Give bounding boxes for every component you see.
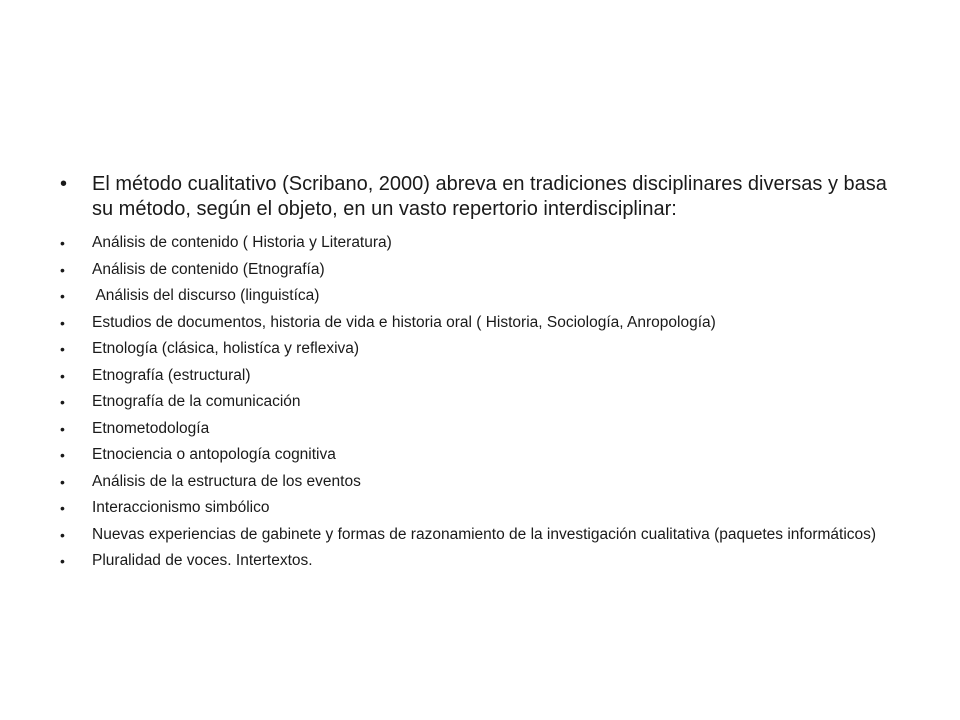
bullet-icon: • <box>60 288 65 304</box>
list-item-text: Estudios de documentos, historia de vida e historia oral ( Historia, Sociología, Anropología) <box>92 313 716 331</box>
slide-content <box>60 172 910 579</box>
list-item-text: Análisis de contenido (Etnografía) <box>92 260 325 278</box>
list-item-text: Etnografía (estructural) <box>92 366 251 384</box>
bullet-icon: • <box>60 261 65 278</box>
list-item-text: Nuevas experiencias de gabinete y formas de razonamiento de la investigación cualitativa (paquetes informáticos) <box>92 525 877 543</box>
sub-bullet-list <box>60 234 910 570</box>
list-item-text: Análisis del discurso (linguistíca) <box>92 287 320 304</box>
bullet-icon: • <box>60 500 65 516</box>
list-item <box>60 261 910 279</box>
main-bullet-text: El método cualitativo (Scribano, 2000) abreva en tradiciones disciplinares diversas y basa su método, según el objeto, en un vasto repertorio interdisciplinar: <box>92 173 887 220</box>
list-item <box>60 552 910 570</box>
bullet-icon: • <box>60 235 65 251</box>
list-item-text: Pluralidad de voces. Intertextos. <box>92 552 313 569</box>
bullet-icon: • <box>60 526 65 543</box>
list-item-text: Etnografía de la comunicación <box>92 393 301 410</box>
list-item <box>60 526 910 544</box>
list-item-text: Análisis de la estructura de los eventos <box>92 472 361 490</box>
bullet-icon: • <box>60 314 65 331</box>
list-item <box>60 367 910 385</box>
list-item <box>60 473 910 491</box>
bullet-icon: • <box>60 341 65 357</box>
list-item-text: Etnometodología <box>92 419 210 437</box>
main-bullet-point <box>60 172 910 222</box>
list-item-text: Interaccionismo simbólico <box>92 499 270 516</box>
list-item-text: Etnología (clásica, holistíca y reflexiva) <box>92 340 360 357</box>
list-item <box>60 314 910 332</box>
list-item-text: Análisis de contenido ( Historia y Literatura) <box>92 234 392 251</box>
list-item <box>60 393 910 411</box>
list-item <box>60 287 910 305</box>
bullet-icon: • <box>60 394 65 410</box>
list-item <box>60 340 910 358</box>
list-item <box>60 446 910 464</box>
list-item <box>60 234 910 252</box>
bullet-icon: • <box>60 447 65 463</box>
bullet-icon: • <box>60 420 65 437</box>
bullet-icon: • <box>60 473 65 490</box>
list-item <box>60 499 910 517</box>
bullet-icon: • <box>60 553 65 569</box>
list-item <box>60 420 910 438</box>
bullet-icon: • <box>60 173 68 195</box>
bullet-icon: • <box>60 367 65 384</box>
list-item-text: Etnociencia o antopología cognitiva <box>92 446 336 463</box>
